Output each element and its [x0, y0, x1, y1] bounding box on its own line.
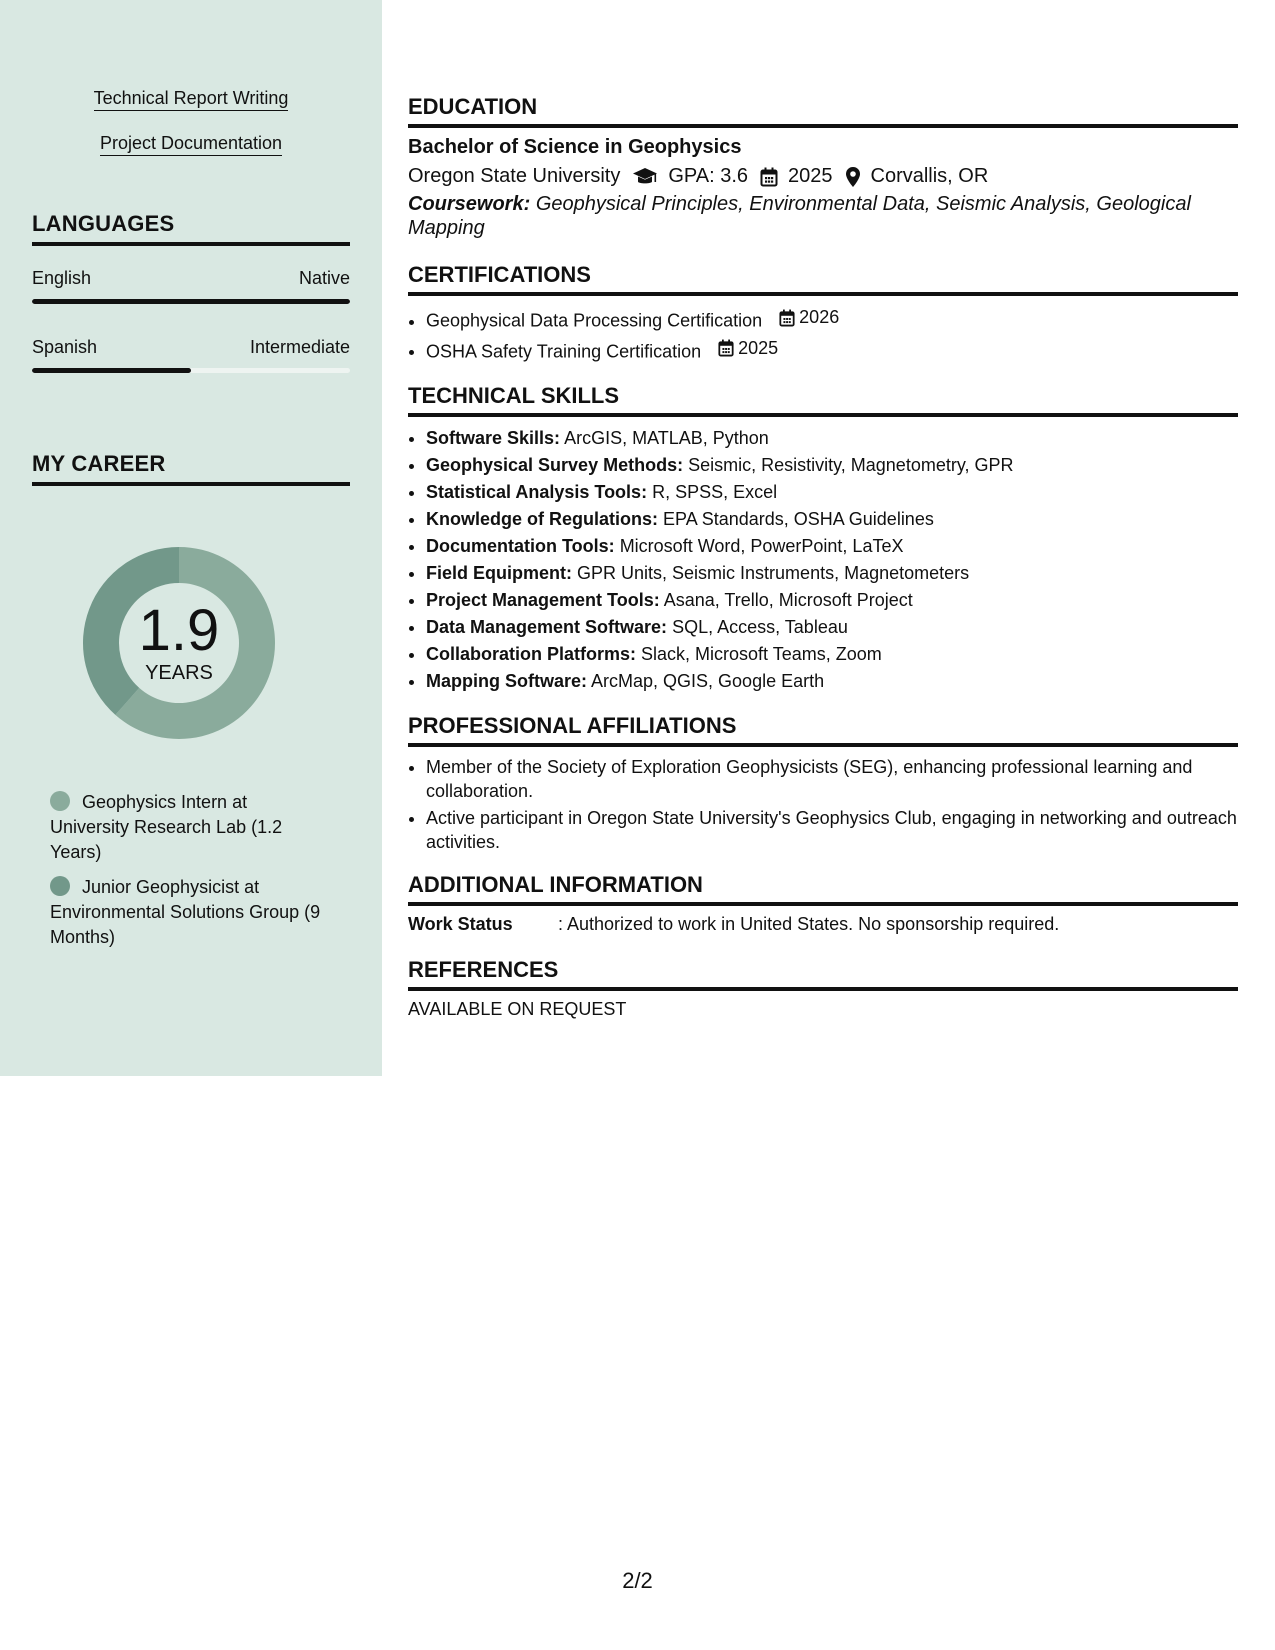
list-item: • Member of the Society of Exploration Geophysicists (SEG), enhancing professional learning and collaboration. — [426, 755, 1238, 803]
technical-skills-heading: TECHNICAL SKILLS — [408, 383, 1238, 417]
list-item — [426, 335, 1238, 366]
work-status-label: Work Status — [408, 914, 513, 934]
list-item — [426, 614, 1238, 641]
list-item — [426, 506, 1238, 533]
career-item — [50, 790, 330, 865]
career-donut-chart — [66, 530, 292, 756]
skill-value: ArcGIS, MATLAB, Python — [564, 428, 769, 448]
list-item — [426, 304, 1238, 335]
additional-info-heading: ADDITIONAL INFORMATION — [408, 872, 1238, 906]
language-bar-fill — [32, 368, 191, 373]
skill-label: Data Management Software: — [426, 617, 668, 637]
certification-year: 2026 — [799, 307, 840, 327]
skill-label: Field Equipment: — [426, 563, 572, 583]
skill-value: GPR Units, Seismic Instruments, Magnetometers — [577, 563, 970, 583]
languages-heading: LANGUAGES — [32, 211, 350, 246]
education-year: 2025 — [788, 165, 833, 187]
language-bar-fill — [32, 299, 350, 304]
language-name: English — [32, 268, 92, 288]
work-status-value: : Authorized to work in United States. No sponsorship required. — [558, 914, 1060, 934]
skill-label: Mapping Software: — [426, 671, 587, 691]
page-number: 2/2 — [622, 1568, 653, 1593]
calendar-icon — [779, 309, 795, 327]
skill-value: Asana, Trello, Microsoft Project — [663, 590, 913, 610]
skill-label: Collaboration Platforms: — [426, 644, 637, 664]
skill-value: EPA Standards, OSHA Guidelines — [663, 509, 934, 529]
list-item — [426, 668, 1238, 695]
career-item — [50, 875, 330, 950]
skill-label: Statistical Analysis Tools: — [426, 482, 648, 502]
main-content — [408, 94, 1238, 1020]
certifications-list — [408, 304, 1238, 365]
skill-value: ArcMap, QGIS, Google Earth — [591, 671, 825, 691]
education-gpa: GPA: 3.6 — [668, 165, 748, 187]
calendar-icon — [718, 339, 734, 357]
education-degree: Bachelor of Science in Geophysics — [408, 136, 742, 158]
list-item — [426, 479, 1238, 506]
career-donut-center — [66, 530, 292, 756]
education-heading: EDUCATION — [408, 94, 1238, 128]
sidebar — [0, 0, 382, 1076]
skill-value: SQL, Access, Tableau — [672, 617, 848, 637]
career-legend-dot — [50, 876, 70, 896]
language-row-english — [32, 268, 350, 289]
language-bar-english — [32, 299, 350, 304]
skill-value: Seismic, Resistivity, Magnetometry, GPR — [688, 455, 1014, 475]
education-details — [408, 165, 1238, 188]
certification-name: Geophysical Data Processing Certification — [426, 310, 763, 331]
references-text: AVAILABLE ON REQUEST — [408, 999, 627, 1019]
calendar-icon — [760, 167, 778, 187]
language-bar-spanish — [32, 368, 350, 373]
language-row-spanish — [32, 337, 350, 358]
education-school: Oregon State University — [408, 165, 621, 187]
affiliations-list — [408, 755, 1238, 854]
career-total-unit: YEARS — [145, 661, 213, 684]
language-level: Intermediate — [249, 337, 350, 357]
skill-value: Microsoft Word, PowerPoint, LaTeX — [619, 536, 904, 556]
list-item — [426, 587, 1238, 614]
career-heading: MY CAREER — [32, 451, 350, 486]
certifications-heading: CERTIFICATIONS — [408, 262, 1238, 296]
skill-value: Slack, Microsoft Teams, Zoom — [641, 644, 882, 664]
language-name: Spanish — [32, 337, 98, 357]
list-item — [426, 452, 1238, 479]
skill-label: Knowledge of Regulations: — [426, 509, 658, 529]
skill-link-project-documentation[interactable]: Project Documentation — [0, 133, 382, 154]
list-item — [426, 560, 1238, 587]
graduation-cap-icon — [632, 167, 658, 187]
references-heading: REFERENCES — [408, 957, 1238, 991]
career-total-value: 1.9 — [138, 597, 220, 663]
language-level: Native — [298, 268, 350, 288]
affiliations-heading: PROFESSIONAL AFFILIATIONS — [408, 713, 1238, 747]
skill-link-technical-report-writing[interactable]: Technical Report Writing — [0, 88, 382, 109]
skill-label: Software Skills: — [426, 428, 561, 448]
career-item-text: Junior Geophysicist at Environmental Solutions Group (9 Months) — [50, 877, 321, 947]
list-item — [426, 641, 1238, 668]
education-coursework — [408, 192, 1238, 240]
certification-year: 2025 — [738, 337, 779, 358]
certification-name: OSHA Safety Training Certification — [426, 341, 702, 361]
education-location: Corvallis, OR — [870, 165, 989, 187]
career-item-text: Geophysics Intern at University Research Lab (1.2 Years) — [50, 792, 283, 862]
list-item: • Active participant in Oregon State University's Geophysics Club, engaging in networking and outreach activities. — [426, 806, 1238, 854]
skill-label: Documentation Tools: — [426, 536, 615, 556]
technical-skills-list — [408, 425, 1238, 695]
skill-value: R, SPSS, Excel — [652, 482, 778, 502]
skill-label: Project Management Tools: — [426, 590, 660, 610]
coursework-text: Geophysical Principles, Environmental Data, Seismic Analysis, Geological Mapping — [408, 193, 1191, 239]
list-item — [426, 533, 1238, 560]
coursework-label: Coursework: — [408, 193, 531, 215]
work-status-row — [408, 914, 1238, 935]
list-item — [426, 425, 1238, 452]
skill-label: Geophysical Survey Methods: — [426, 455, 684, 475]
location-pin-icon — [845, 166, 861, 188]
career-legend-dot — [50, 791, 70, 811]
